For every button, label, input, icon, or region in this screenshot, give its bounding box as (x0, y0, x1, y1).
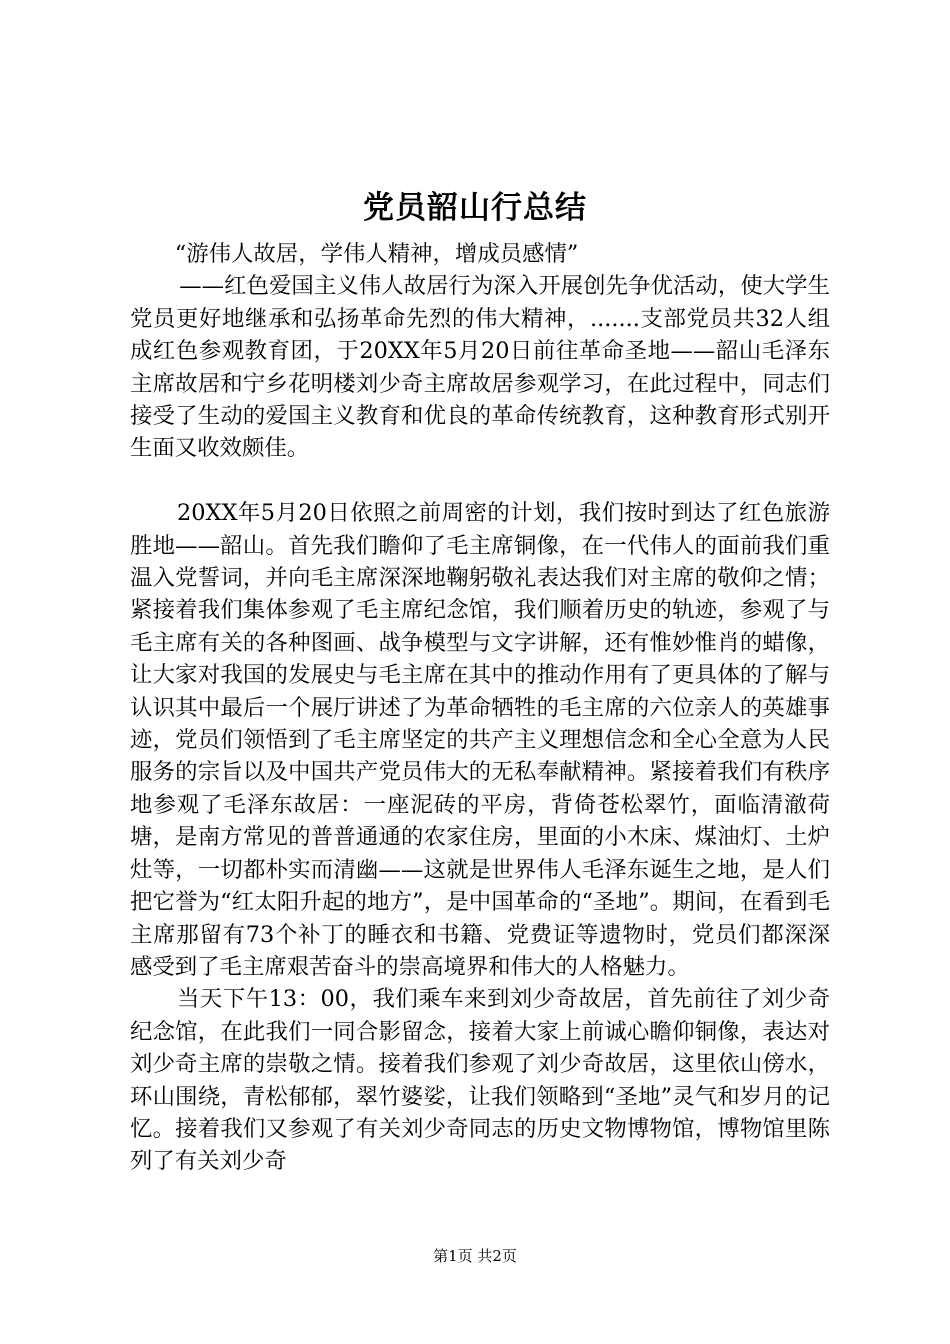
slogan-paragraph: “游伟人故居，学伟人精神，增成员感情” (174, 241, 579, 267)
shaoshan-paragraph: 20XX年5月20日依照之前周密的计划，我们按时到达了红色旅游胜地——韶山。首先我们瞻仰了毛主席铜像，在一代伟人的面前我们重温入党誓词，并向毛主席深深地鞠躬敬礼表达我们对主席的敬仰之情；紧接着我们集体参观了毛主席纪念馆，我们顺着历史的轨迹，参观了与毛主席有关的各种图画、战争模型与文字讲解，还有惟妙惟肖的蜡像，让大家对我国的发展史与毛主席在其中的推动作用有了更具体的了解与认识其中最后一个展厅讲述了为革命牺牲的毛主席的六位亲人的英雄事迹，党员们领悟到了毛主席坚定的共产主义理想信念和全心全意为人民服务的宗旨以及中国共产党员伟大的无私奉献精神。紧接着我们有秩序地参观了毛泽东故居：一座泥砖的平房，背倚苍松翠竹，面临清澈荷塘，是南方常见的普普通通的农家住房，里面的小木床、煤油灯、土炉灶等，一切都朴实而清幽——这就是世界伟人毛泽东诞生之地，是人们把它誉为“红太阳升起的地方”，是中国革命的“圣地”。期间，在看到毛主席那留有73个补丁的睡衣和书籍、党费证等遗物时，党员们都深深感受到了毛主席艰苦奋斗的崇高境界和伟大的人格魅力。 (130, 500, 830, 980)
document-title: 党员韶山行总结 (363, 190, 587, 226)
intro-paragraph: ——红色爱国主义伟人故居行为深入开展创先争优活动，使大学生党员更好地继承和弘扬革命先烈的伟大精神，.......支部党员共32人组成红色参观教育团，于20XX年5月20日前往革命圣地——韶山毛泽东主席故居和宁乡花明楼刘少奇主席故居参观学习，在此过程中，同志们接受了生动的爱国主义教育和优良的革命传统教育，这种教育形式别开生面又收效颇佳。 (130, 273, 830, 462)
liushaoqi-paragraph: 当天下午13：00，我们乘车来到刘少奇故居，首先前往了刘少奇纪念馆，在此我们一同合影留念，接着大家上前诚心瞻仰铜像，表达对刘少奇主席的崇敬之情。接着我们参观了刘少奇故居，这里依山傍水，环山围绕，青松郁郁，翠竹婆娑，让我们领略到“圣地”灵气和岁月的记忆。接着我们又参观了有关刘少奇同志的历史文物博物馆，博物馆里陈列了有关刘少奇 (130, 986, 830, 1175)
page-footer: 第1页 共2页 (433, 1247, 517, 1265)
document-body (130, 238, 830, 1178)
paragraph-spacer (130, 465, 830, 497)
